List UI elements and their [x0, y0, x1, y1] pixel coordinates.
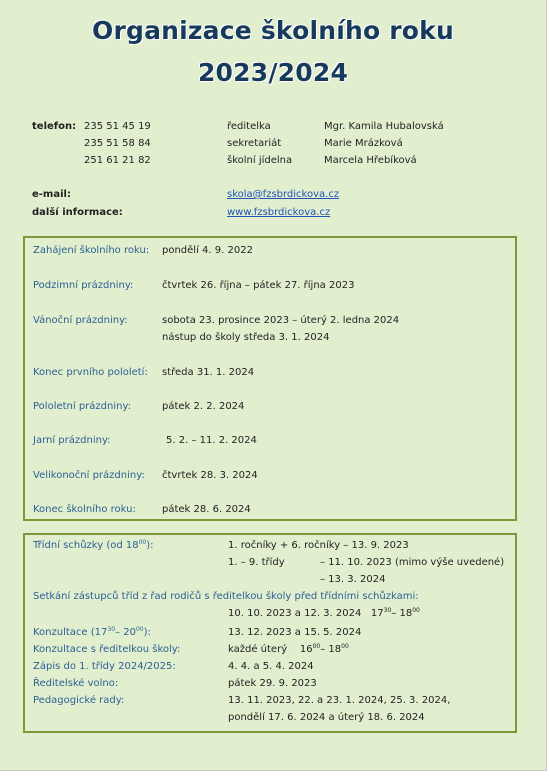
- setkani-time-a-sup: 30: [383, 607, 392, 614]
- phone-label: telefon:: [32, 121, 77, 132]
- trid-line-2: 1. – 9. třídy: [228, 557, 285, 568]
- schedule-label-4: Konec prvního pololetí:: [33, 367, 148, 378]
- schedule-label-2: Podzimní prázdniny:: [33, 280, 134, 291]
- meetings-box: [23, 533, 517, 733]
- konz-red-time-b-sup: 00: [341, 643, 349, 650]
- setkani-time-sep: – 18: [391, 608, 413, 619]
- role-3: školní jídelna: [227, 155, 293, 166]
- konz-label-b: – 20: [115, 627, 136, 638]
- schedule-label-8: Konec školního roku:: [33, 504, 136, 515]
- role-2: sekretariát: [227, 138, 282, 149]
- trid-label-sup: 00: [138, 539, 147, 546]
- phone-1: 235 51 45 19: [84, 121, 151, 132]
- schedule-value-4: středa 31. 1. 2024: [162, 367, 255, 378]
- schedule-value-3b: nástup do školy středa 3. 1. 2024: [162, 332, 330, 343]
- trid-label-text: Třídní schůzky (od 18: [33, 540, 139, 551]
- name-1: Mgr. Kamila Hubalovská: [324, 121, 444, 132]
- konzultace-value: 13. 12. 2023 a 15. 5. 2024: [228, 627, 362, 638]
- phone-2: 235 51 58 84: [84, 138, 151, 149]
- konz-label-a: Konzultace (17: [33, 627, 108, 638]
- phone-3: 251 61 21 82: [84, 155, 151, 166]
- trid-label-end: ):: [146, 540, 154, 551]
- konz-red-time-a: 16: [299, 644, 313, 655]
- konz-red-label: Konzultace s ředitelkou školy:: [33, 644, 181, 655]
- setkani-time-a: 17: [370, 608, 384, 619]
- schedule-value-3a: sobota 23. prosince 2023 – úterý 2. ledna 2024: [162, 315, 400, 326]
- volno-label: Ředitelské volno:: [33, 678, 119, 689]
- konz-label-sup2: 00: [135, 626, 144, 633]
- konzultace-label: [33, 627, 151, 638]
- konz-red-value: [228, 644, 349, 655]
- konz-label-c: ):: [143, 627, 151, 638]
- page-title: Organizace školního roku: [92, 16, 454, 45]
- schedule-value-5: pátek 2. 2. 2024: [162, 401, 245, 412]
- schedule-value-8: pátek 28. 6. 2024: [162, 504, 251, 515]
- name-3: Marcela Hřebíková: [324, 155, 417, 166]
- schedule-label-6: Jarní prázdniny:: [33, 435, 111, 446]
- email-label: e-mail:: [32, 189, 71, 200]
- schedule-label-3: Vánoční prázdniny:: [33, 315, 128, 326]
- schedule-box: [23, 236, 517, 521]
- setkani-value: [228, 608, 420, 619]
- email-link[interactable]: skola@fzsbrdickova.cz: [227, 189, 340, 200]
- setkani-dates: 10. 10. 2023 a 12. 3. 2024: [228, 608, 362, 619]
- zapis-value: 4. 4. a 5. 4. 2024: [228, 661, 314, 672]
- rady-label: Pedagogické rady:: [33, 695, 125, 706]
- schedule-value-1: pondělí 4. 9. 2022: [162, 245, 253, 256]
- setkani-time-b-sup: 00: [412, 607, 420, 614]
- zapis-label: Zápis do 1. třídy 2024/2025:: [33, 661, 176, 672]
- name-2: Marie Mrázková: [324, 138, 403, 149]
- volno-value: pátek 29. 9. 2023: [228, 678, 317, 689]
- web-link[interactable]: www.fzsbrdickova.cz: [227, 207, 331, 218]
- role-1: ředitelka: [227, 121, 271, 132]
- konz-red-day: každé úterý: [228, 644, 288, 655]
- info-label: další informace:: [32, 207, 123, 218]
- trid-line-3: – 13. 3. 2024: [320, 574, 386, 585]
- setkani-label: Setkání zástupců tříd z řad rodičů s ředitelkou školy před třídními schůzkami:: [33, 591, 419, 602]
- trid-line-1: 1. ročníky + 6. ročníky – 13. 9. 2023: [228, 540, 409, 551]
- schedule-value-7: čtvrtek 28. 3. 2024: [162, 470, 258, 481]
- konz-red-time-a-sup: 00: [312, 643, 321, 650]
- konz-label-sup1: 30: [107, 626, 116, 633]
- trid-schuzky-label: [33, 540, 154, 551]
- rady-line-2: pondělí 17. 6. 2024 a úterý 18. 6. 2024: [228, 712, 425, 723]
- schedule-label-5: Pololetní prázdniny:: [33, 401, 132, 412]
- trid-line-2b: – 11. 10. 2023 (mimo výše uvedené): [320, 557, 505, 568]
- schedule-label-1: Zahájení školního roku:: [33, 245, 150, 256]
- schedule-value-2: čtvrtek 26. října – pátek 27. října 2023: [162, 280, 355, 291]
- schedule-value-6: 5. 2. – 11. 2. 2024: [166, 435, 257, 446]
- konz-red-time-sep: – 18: [320, 644, 342, 655]
- schedule-label-7: Velikonoční prázdniny:: [33, 470, 145, 481]
- school-year: 2023/2024: [197, 58, 349, 87]
- rady-line-1: 13. 11. 2023, 22. a 23. 1. 2024, 25. 3. 2024,: [228, 695, 451, 706]
